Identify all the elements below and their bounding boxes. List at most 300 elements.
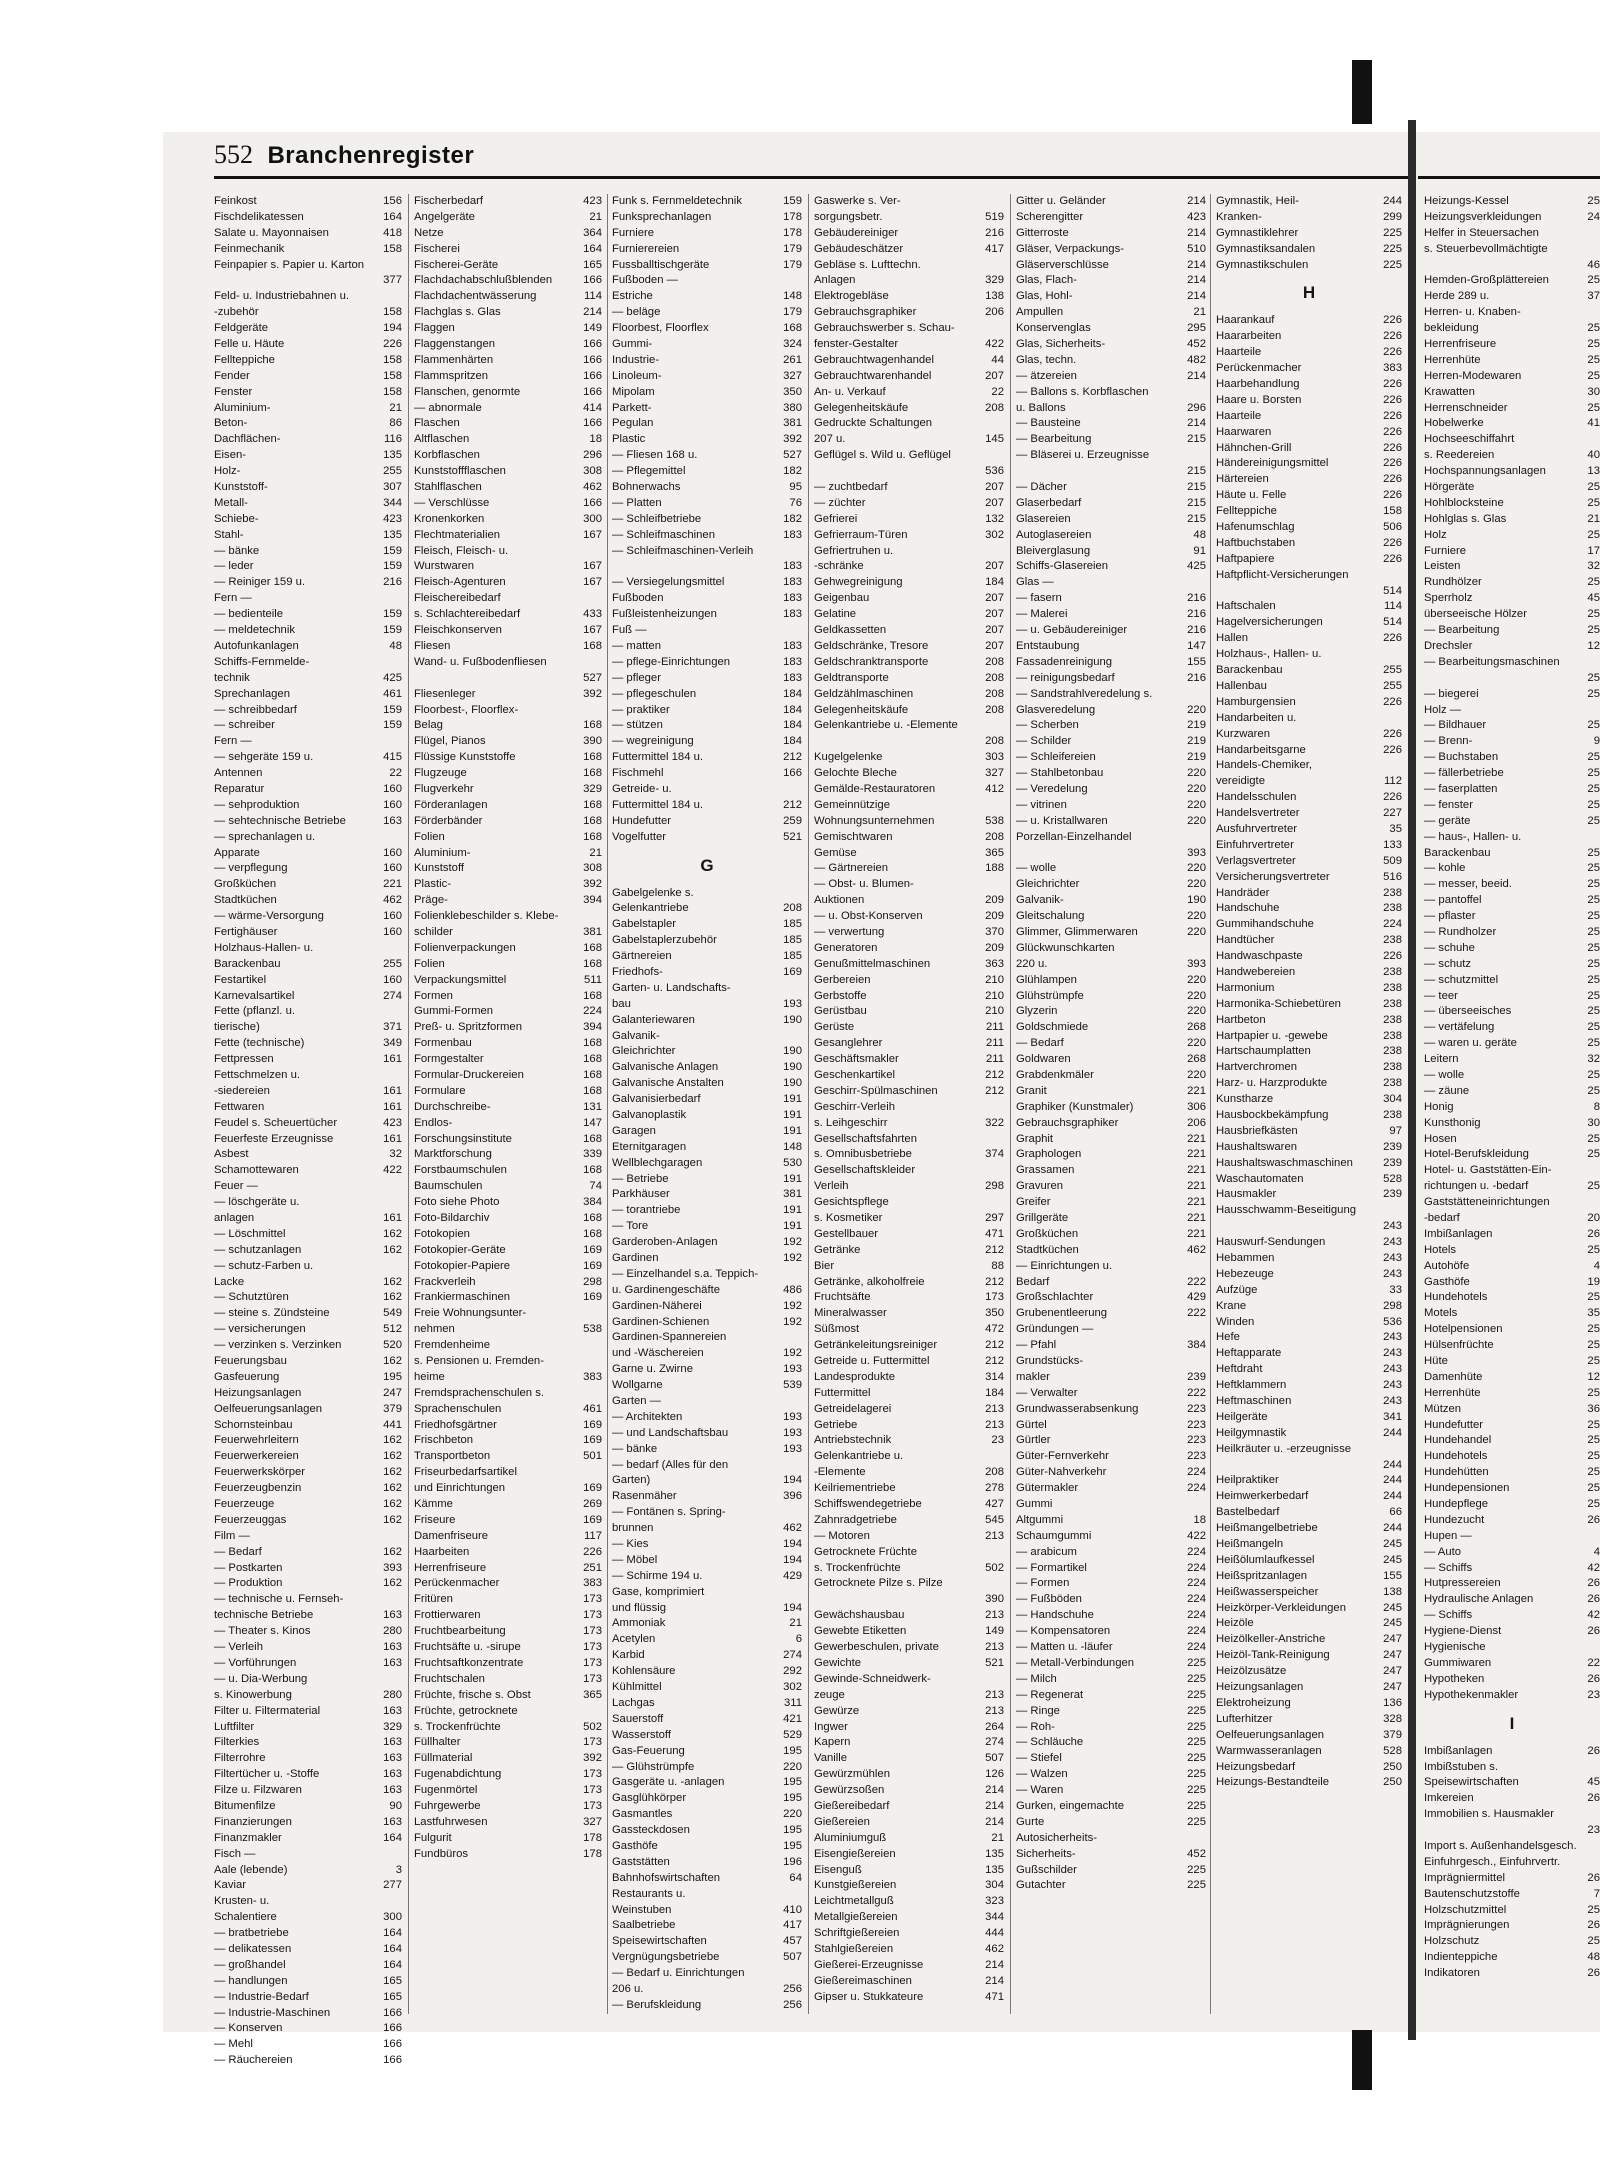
entry-term: Flechtmaterialien — [414, 528, 501, 541]
section-letter: H — [1302, 283, 1316, 303]
entry-page: 220 — [1187, 1037, 1206, 1050]
entry-term: Helfer in Steuersachen — [1424, 226, 1539, 239]
entry-term: s. Steuerbevollmächtigte — [1424, 242, 1548, 255]
index-entry — [414, 861, 602, 877]
entry-term: Genußmittelmaschinen — [814, 957, 931, 970]
index-entry — [414, 973, 602, 989]
entry-page: 238 — [1383, 1029, 1402, 1042]
entry-page: 36 — [1587, 1402, 1600, 1415]
entry-page: 138 — [985, 290, 1004, 303]
entry-term: Motels — [1424, 1307, 1458, 1320]
entry-term: Lastfuhrwesen — [414, 1815, 488, 1828]
entry-page: 22 — [991, 385, 1004, 398]
entry-page — [1001, 1672, 1004, 1688]
entry-page: 147 — [1187, 639, 1206, 652]
entry-page: 164 — [383, 210, 402, 223]
entry-term: — verzinken s. Verzinken — [214, 1339, 342, 1352]
index-entry — [1016, 1116, 1206, 1132]
index-entry — [414, 210, 602, 226]
entry-page: 21 — [1587, 512, 1600, 525]
entry-term: Heilgymnastik — [1216, 1426, 1287, 1439]
entry-page: 193 — [783, 1410, 802, 1423]
index-entry — [1216, 1616, 1402, 1632]
entry-page: 208 — [985, 687, 1004, 700]
index-entry — [1424, 734, 1600, 750]
entry-term: Gummi — [1016, 1498, 1053, 1511]
entry-term: Gelenkantriebe u. — [814, 1450, 904, 1463]
entry-term: Flanschen, genormte — [414, 385, 521, 398]
index-entry — [1216, 599, 1402, 615]
entry-term: Haftpapiere — [1216, 552, 1275, 565]
entry-page: 210 — [985, 989, 1004, 1002]
entry-page — [799, 1330, 802, 1346]
entry-page: 166 — [583, 496, 602, 509]
entry-term: Furnierereien — [612, 242, 680, 255]
index-entry — [814, 464, 1004, 480]
entry-page: 223 — [1187, 1402, 1206, 1415]
index-entry — [414, 258, 602, 274]
entry-term: Zahnradgetriebe — [814, 1513, 897, 1526]
entry-term: Hausschwamm-Beseitigung — [1216, 1204, 1357, 1217]
entry-page: 224 — [1187, 1641, 1206, 1654]
entry-page: 183 — [783, 560, 802, 573]
entry-term: Indikatoren — [1424, 1967, 1480, 1980]
entry-term: Friseurbedarfsartikel — [414, 1466, 517, 1479]
index-entry — [1016, 1243, 1206, 1259]
entry-page — [1399, 711, 1402, 727]
index-entry — [414, 1036, 602, 1052]
index-entry — [1016, 1656, 1206, 1672]
index-entry — [612, 559, 802, 575]
index-entry — [612, 1473, 802, 1489]
index-entry — [414, 432, 602, 448]
entry-page: 169 — [583, 1259, 602, 1272]
entry-page: 433 — [583, 608, 602, 621]
entry-term: Gardinen-Schienen — [612, 1315, 710, 1328]
entry-page: 247 — [1383, 1633, 1402, 1646]
index-entry — [214, 846, 402, 862]
entry-page — [1001, 258, 1004, 274]
index-entry — [1216, 441, 1402, 457]
entry-term: Autosicherheits- — [1016, 1831, 1097, 1844]
index-entry — [214, 1545, 402, 1561]
entry-page: 243 — [1383, 1379, 1402, 1392]
entry-term: Haarbeiten — [414, 1545, 470, 1558]
entry-term: Goldwaren — [1016, 1053, 1071, 1066]
entry-term: und -Wäschereien — [612, 1347, 704, 1360]
entry-term: Restaurants u. — [612, 1887, 686, 1900]
entry-page: 379 — [383, 1402, 402, 1415]
index-entry — [814, 623, 1004, 639]
entry-term: Bleiverglasung — [1016, 544, 1091, 557]
entry-page: 194 — [783, 1538, 802, 1551]
entry-term: Gelegenheitskäufe — [814, 401, 909, 414]
entry-page: 166 — [583, 369, 602, 382]
index-entry — [1424, 321, 1600, 337]
entry-page: 25 — [1587, 1148, 1600, 1161]
entry-page: 212 — [783, 751, 802, 764]
entry-term: Fußboden — — [612, 274, 678, 287]
entry-page: 25 — [1587, 925, 1600, 938]
entry-term: Fruchtbearbeitung — [414, 1625, 506, 1638]
entry-page: 226 — [1383, 346, 1402, 359]
entry-term: — und Landschaftsbau — [612, 1426, 729, 1439]
entry-page: 238 — [1383, 886, 1402, 899]
index-entry — [814, 369, 1004, 385]
entry-term: Hygienische — [1424, 1641, 1486, 1654]
index-entry — [414, 718, 602, 734]
entry-term: — Kompensatoren — [1016, 1625, 1111, 1638]
entry-term: Galvanische Anstalten — [612, 1077, 724, 1090]
entry-page: 18 — [589, 433, 602, 446]
entry-page: 238 — [1383, 934, 1402, 947]
entry-term: Pegulan — [612, 417, 654, 430]
entry-page: 173 — [583, 1641, 602, 1654]
entry-term: Hochseeschiffahrt — [1424, 433, 1515, 446]
index-entry — [214, 671, 402, 687]
entry-term: Funksprechanlagen — [612, 210, 712, 223]
entry-term: Keilriementriebe — [814, 1482, 896, 1495]
entry-page: 226 — [1383, 791, 1402, 804]
entry-page: 25 — [1587, 401, 1600, 414]
entry-page: 221 — [1187, 1196, 1206, 1209]
entry-term — [1216, 1458, 1380, 1474]
entry-page: 216 — [1187, 624, 1206, 637]
entry-page: 26 — [1587, 1744, 1600, 1757]
entry-page: 25 — [1587, 782, 1600, 795]
index-entry — [612, 1601, 802, 1617]
entry-term: Hobelwerke — [1424, 417, 1484, 430]
entry-page: 193 — [783, 1363, 802, 1376]
index-entry — [814, 1449, 1004, 1465]
entry-term: Fern — — [214, 735, 252, 748]
entry-page: 163 — [383, 1704, 402, 1717]
entry-term: s. Kosmetiker — [814, 1212, 883, 1224]
index-entry — [214, 1370, 402, 1386]
entry-page: 304 — [985, 1879, 1004, 1892]
entry-page: 421 — [783, 1712, 802, 1725]
entry-page: 160 — [383, 973, 402, 986]
entry-page: 214 — [985, 1974, 1004, 1987]
index-entry — [414, 1259, 602, 1275]
index-entry — [414, 496, 602, 512]
entry-page: 45 — [1587, 1776, 1600, 1789]
entry-page: 507 — [985, 1752, 1004, 1765]
index-entry — [1216, 806, 1402, 822]
entry-page: 195 — [783, 1776, 802, 1789]
entry-page: 169 — [583, 1418, 602, 1431]
column-divider — [1010, 194, 1011, 2014]
index-entry — [414, 1688, 602, 1704]
index-entry — [1424, 210, 1600, 226]
entry-term: Verlagsvertreter — [1216, 854, 1296, 867]
entry-term: Glas, Hohl- — [1016, 290, 1073, 303]
entry-page: 383 — [1383, 362, 1402, 375]
entry-term: — abnormale — [414, 401, 482, 414]
index-entry — [1424, 1656, 1600, 1672]
entry-term: Kunstgießereien — [814, 1879, 897, 1892]
entry-term: Verleih — [814, 1180, 849, 1193]
entry-term: — Brenn- — [1424, 735, 1473, 748]
entry-page: 462 — [985, 1942, 1004, 1955]
entry-page — [1203, 1259, 1206, 1275]
entry-term: Gelenkantriebe u. -Elemente — [814, 719, 958, 732]
index-entry — [414, 385, 602, 401]
column-divider — [808, 194, 809, 2014]
index-entry — [814, 1259, 1004, 1275]
index-entry — [214, 432, 402, 448]
entry-term: Gefrierraum-Türen — [814, 528, 908, 541]
entry-page: 299 — [1383, 210, 1402, 223]
entry-page: 32 — [1587, 1053, 1600, 1066]
entry-page: 311 — [783, 1696, 802, 1709]
index-entry — [1216, 695, 1402, 711]
entry-page: 159 — [383, 544, 402, 557]
entry-page: 216 — [985, 226, 1004, 239]
entry-page: 238 — [1383, 997, 1402, 1010]
entry-term — [1016, 464, 1184, 480]
index-entry — [1216, 1029, 1402, 1045]
entry-page: 514 — [1383, 584, 1402, 597]
entry-term: Industrie- — [612, 353, 660, 366]
index-entry — [814, 1926, 1004, 1942]
index-entry — [1216, 838, 1402, 854]
entry-page: 3 — [395, 1863, 402, 1876]
entry-page: 164 — [383, 1942, 402, 1955]
index-entry — [814, 1767, 1004, 1783]
index-entry — [814, 1624, 1004, 1640]
entry-term: Heftdraht — [1216, 1363, 1263, 1376]
entry-term: Gelegenheitskäufe — [814, 703, 909, 716]
entry-term: Fruchtsaftkonzentrate — [414, 1656, 524, 1669]
entry-page: 24 — [1587, 210, 1600, 223]
entry-page: 25 — [1587, 878, 1600, 891]
index-entry — [214, 941, 402, 957]
entry-page: 247 — [1383, 1681, 1402, 1694]
entry-page: 410 — [783, 1903, 802, 1916]
index-entry — [1216, 1489, 1402, 1505]
entry-page: 25 — [1587, 671, 1600, 684]
index-entry — [1016, 1147, 1206, 1163]
entry-page: 162 — [383, 1243, 402, 1256]
entry-term: Imbißstuben s. — [1424, 1760, 1499, 1773]
entry-term: Gaswerke s. Ver- — [814, 195, 901, 207]
entry-term: Grundwasserabsenkung — [1016, 1402, 1139, 1415]
entry-page: 166 — [383, 2038, 402, 2051]
entry-page: 219 — [1187, 751, 1206, 764]
entry-page: 216 — [1187, 608, 1206, 621]
entry-term: Porzellan-Einzelhandel — [1016, 830, 1132, 843]
index-entry — [1424, 1052, 1600, 1068]
index-entry — [414, 830, 602, 846]
entry-page: 169 — [583, 1243, 602, 1256]
entry-page: 216 — [1187, 592, 1206, 605]
entry-term: Getreidelagerei — [814, 1402, 892, 1415]
index-entry — [1424, 671, 1600, 687]
entry-page: 117 — [583, 1529, 602, 1542]
entry-page: 214 — [1187, 369, 1206, 382]
index-entry — [414, 1354, 602, 1370]
index-entry — [1016, 973, 1206, 989]
entry-page: 243 — [1383, 1252, 1402, 1264]
entry-term: und flüssig — [612, 1601, 667, 1614]
entry-page: 164 — [383, 1958, 402, 1971]
index-entry — [612, 1442, 802, 1458]
index-entry — [814, 814, 1004, 830]
entry-page: 224 — [1187, 1545, 1206, 1558]
entry-page — [1001, 1100, 1004, 1116]
index-entry — [214, 1100, 402, 1116]
entry-term: Feld- u. Industriebahnen u. — [214, 290, 350, 303]
entry-term: Feuerzeuge — [214, 1498, 275, 1511]
entry-page: 25 — [1587, 973, 1600, 986]
entry-term: Ammoniak — [612, 1617, 666, 1630]
entry-page: 214 — [1187, 258, 1206, 271]
entry-page: 461 — [383, 687, 402, 700]
entry-page: 193 — [783, 997, 802, 1010]
entry-term: — beläge — [612, 306, 661, 319]
entry-page: 26 — [1587, 1672, 1600, 1685]
entry-page: 163 — [383, 1609, 402, 1622]
index-entry — [1016, 1227, 1206, 1243]
entry-term: Gefrierei — [814, 512, 858, 525]
entry-page: 168 — [583, 751, 602, 764]
index-entry — [814, 1497, 1004, 1513]
entry-term: — pflaster — [1424, 910, 1476, 923]
index-entry — [414, 1545, 602, 1561]
entry-page: 190 — [783, 1061, 802, 1074]
entry-term: Gewächshausbau — [814, 1609, 905, 1622]
entry-page: 182 — [783, 512, 802, 525]
index-entry — [1016, 1783, 1206, 1799]
entry-term: — biegerei — [1424, 687, 1479, 700]
entry-page: 207 — [985, 592, 1004, 605]
entry-term: Gebrauchtwagenhandel — [814, 353, 934, 366]
entry-term: — Dächer — [1016, 481, 1067, 494]
index-entry — [1424, 1744, 1600, 1760]
index-entry — [1216, 329, 1402, 345]
index-entry — [814, 1863, 1004, 1879]
entry-term: Flammspritzen — [414, 369, 489, 382]
index-entry — [214, 1576, 402, 1592]
entry-page: 25 — [1587, 1084, 1600, 1097]
index-entry — [1016, 718, 1206, 734]
entry-term: Geldtransporte — [814, 671, 889, 684]
entry-page: 529 — [783, 1728, 802, 1741]
entry-page: 462 — [583, 481, 602, 494]
entry-page: 25 — [1587, 1935, 1600, 1948]
entry-term: überseeische Hölzer — [1424, 608, 1527, 621]
index-entry — [1424, 1640, 1600, 1656]
index-entry — [1016, 1132, 1206, 1148]
section-letter: G — [700, 855, 714, 875]
entry-term: s. Omnibusbetriebe — [814, 1148, 912, 1161]
entry-term: Gas-Feuerung — [612, 1744, 685, 1757]
index-entry — [612, 750, 802, 766]
index-entry — [1424, 861, 1600, 877]
index-entry — [814, 385, 1004, 401]
entry-term: Harmonium — [1216, 981, 1275, 994]
index-entry — [1424, 1020, 1600, 1036]
entry-page: 520 — [383, 1339, 402, 1352]
index-entry — [1016, 210, 1206, 226]
entry-term: Krane — [1216, 1299, 1247, 1312]
entry-page — [399, 289, 402, 305]
index-entry — [1424, 703, 1600, 719]
entry-page: 220 — [783, 1760, 802, 1773]
index-entry — [214, 957, 402, 973]
index-entry — [1424, 1465, 1600, 1481]
entry-page: 196 — [783, 1855, 802, 1868]
entry-term: Getreide- u. — [612, 782, 672, 795]
entry-term: — züchter — [814, 496, 866, 509]
entry-term: Geschirr-Verleih — [814, 1100, 895, 1113]
entry-term: Hotel- u. Gaststätten-Ein- — [1424, 1164, 1552, 1177]
entry-page: 225 — [1187, 1879, 1206, 1892]
entry-term: Friedhofsgärtner — [414, 1418, 497, 1431]
entry-term: Schiffs-Glasereien — [1016, 560, 1109, 573]
index-entry — [814, 1370, 1004, 1386]
entry-term: — Sandstrahlveredelung s. — [1016, 687, 1153, 700]
index-entry — [1216, 1585, 1402, 1601]
entry-term: Fundbüros — [414, 1847, 469, 1860]
index-entry — [612, 1680, 802, 1696]
entry-term: Gemischtwaren — [814, 830, 893, 843]
entry-page: 226 — [1383, 632, 1402, 645]
entry-term: Wurstwaren — [414, 560, 475, 573]
entry-page: 250 — [1383, 1760, 1402, 1773]
index-entry — [214, 893, 402, 909]
entry-page: 224 — [1187, 1482, 1206, 1495]
entry-term: Gurken, eingemachte — [1016, 1799, 1125, 1812]
entry-term: — Verleih — [214, 1641, 263, 1654]
entry-page — [1001, 321, 1004, 337]
entry-term: Futtermittel 184 u. — [612, 751, 704, 764]
index-entry — [612, 1140, 802, 1156]
index-entry — [1424, 1592, 1600, 1608]
entry-term: Metallgießereien — [814, 1911, 898, 1924]
index-entry — [1424, 448, 1600, 464]
entry-term: Feuerwerkskörper — [214, 1466, 306, 1479]
entry-term: Haarbehandlung — [1216, 378, 1300, 391]
entry-page: 208 — [985, 671, 1004, 684]
entry-page — [799, 544, 802, 560]
index-entry — [214, 1942, 402, 1958]
entry-term: Gemälde-Restauratoren — [814, 782, 936, 795]
index-entry — [1216, 194, 1402, 210]
entry-term: — Formen — [1016, 1577, 1070, 1590]
entry-page: 194 — [783, 1601, 802, 1614]
entry-page: 183 — [783, 639, 802, 652]
entry-term: -zubehör — [214, 306, 259, 319]
entry-page: 161 — [383, 1100, 402, 1113]
index-entry — [1216, 1092, 1402, 1108]
index-entry — [1424, 1839, 1600, 1855]
entry-page: 162 — [383, 1545, 402, 1558]
index-entry — [414, 1767, 602, 1783]
index-entry — [1216, 242, 1402, 258]
index-entry — [1016, 1402, 1206, 1418]
index-entry — [414, 1847, 602, 1863]
entry-term: — Mehl — [214, 2038, 253, 2051]
entry-page: 155 — [1383, 1569, 1402, 1582]
entry-term: Formgestalter — [414, 1053, 484, 1066]
index-entry — [814, 1529, 1004, 1545]
entry-page: 303 — [985, 751, 1004, 764]
index-entry — [1216, 1601, 1402, 1617]
entry-page: 226 — [583, 1545, 602, 1558]
entry-term: Gardinen — [612, 1252, 659, 1264]
